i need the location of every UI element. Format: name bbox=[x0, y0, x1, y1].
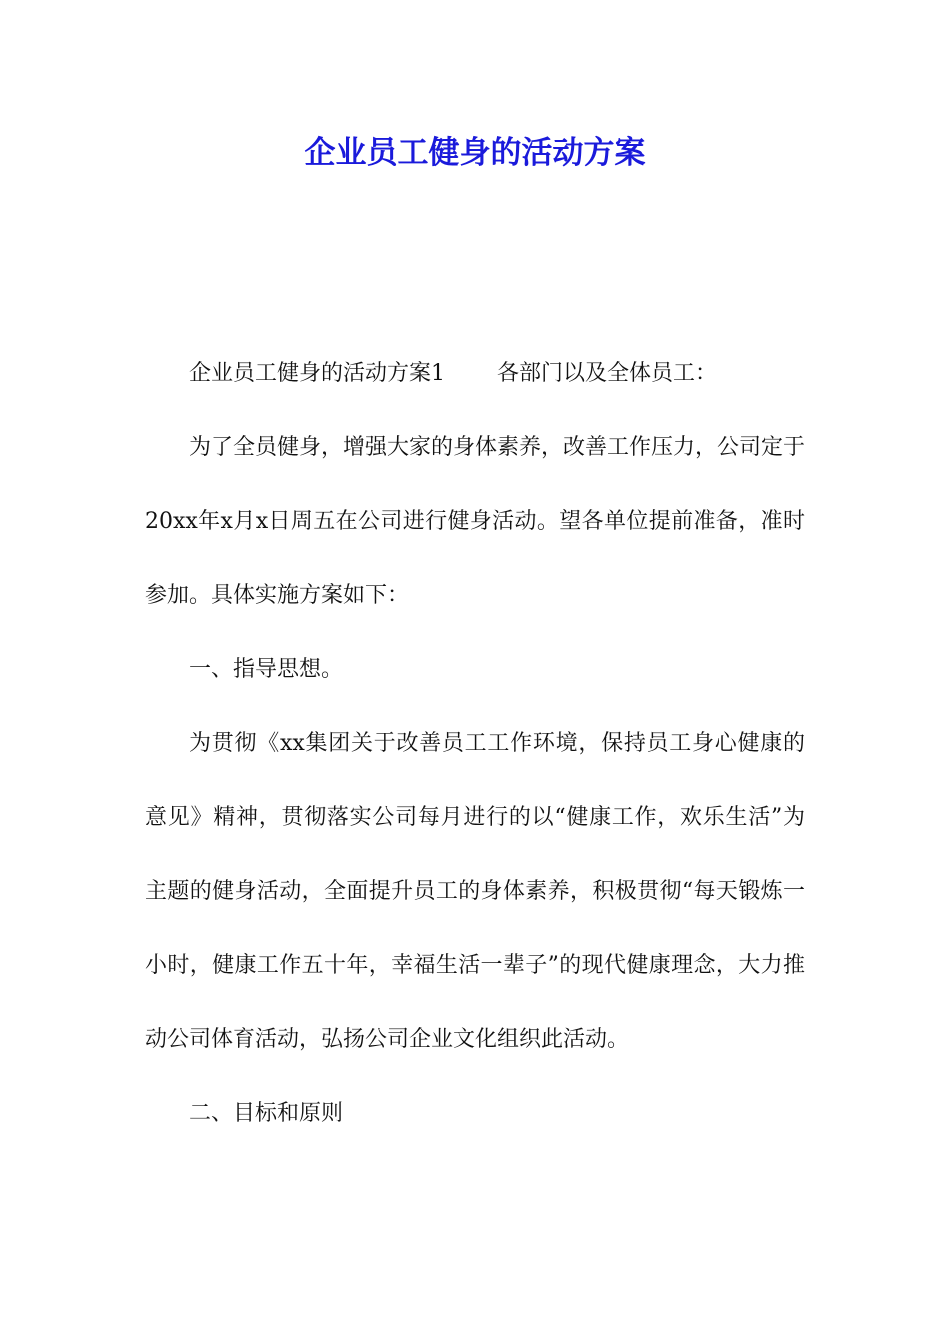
intro-heading: 企业员工健身的活动方案1 bbox=[189, 361, 445, 386]
intro-line bbox=[145, 337, 805, 411]
section-heading-guiding-ideology: 一、指导思想。 bbox=[189, 657, 344, 682]
document-body bbox=[145, 337, 805, 1151]
paragraph-guiding-ideology: 为贯彻《xx集团关于改善员工工作环境，保持员工身心健康的意见》精神，贯彻落实公司每月进行的以“健康工作，欢乐生活”为主题的健身活动，全面提升员工的身体素养，积极贯彻“每天锻炼一小时，健康工作五十年，幸福生活一辈子”的现代健康理念，大力推动公司体育活动，弘扬公司企业文化组织此活动。 bbox=[145, 731, 805, 1052]
section-heading-goals-principles: 二、目标和原则 bbox=[189, 1101, 344, 1126]
intro-salutation: 各部门以及全体员工： bbox=[497, 361, 718, 386]
document-title: 企业员工健身的活动方案 bbox=[304, 135, 646, 171]
paragraph-notice: 为了全员健身，增强大家的身体素养，改善工作压力，公司定于20xx年x月x日周五在公司进行健身活动。望各单位提前准备，准时参加。具体实施方案如下： bbox=[145, 435, 806, 608]
